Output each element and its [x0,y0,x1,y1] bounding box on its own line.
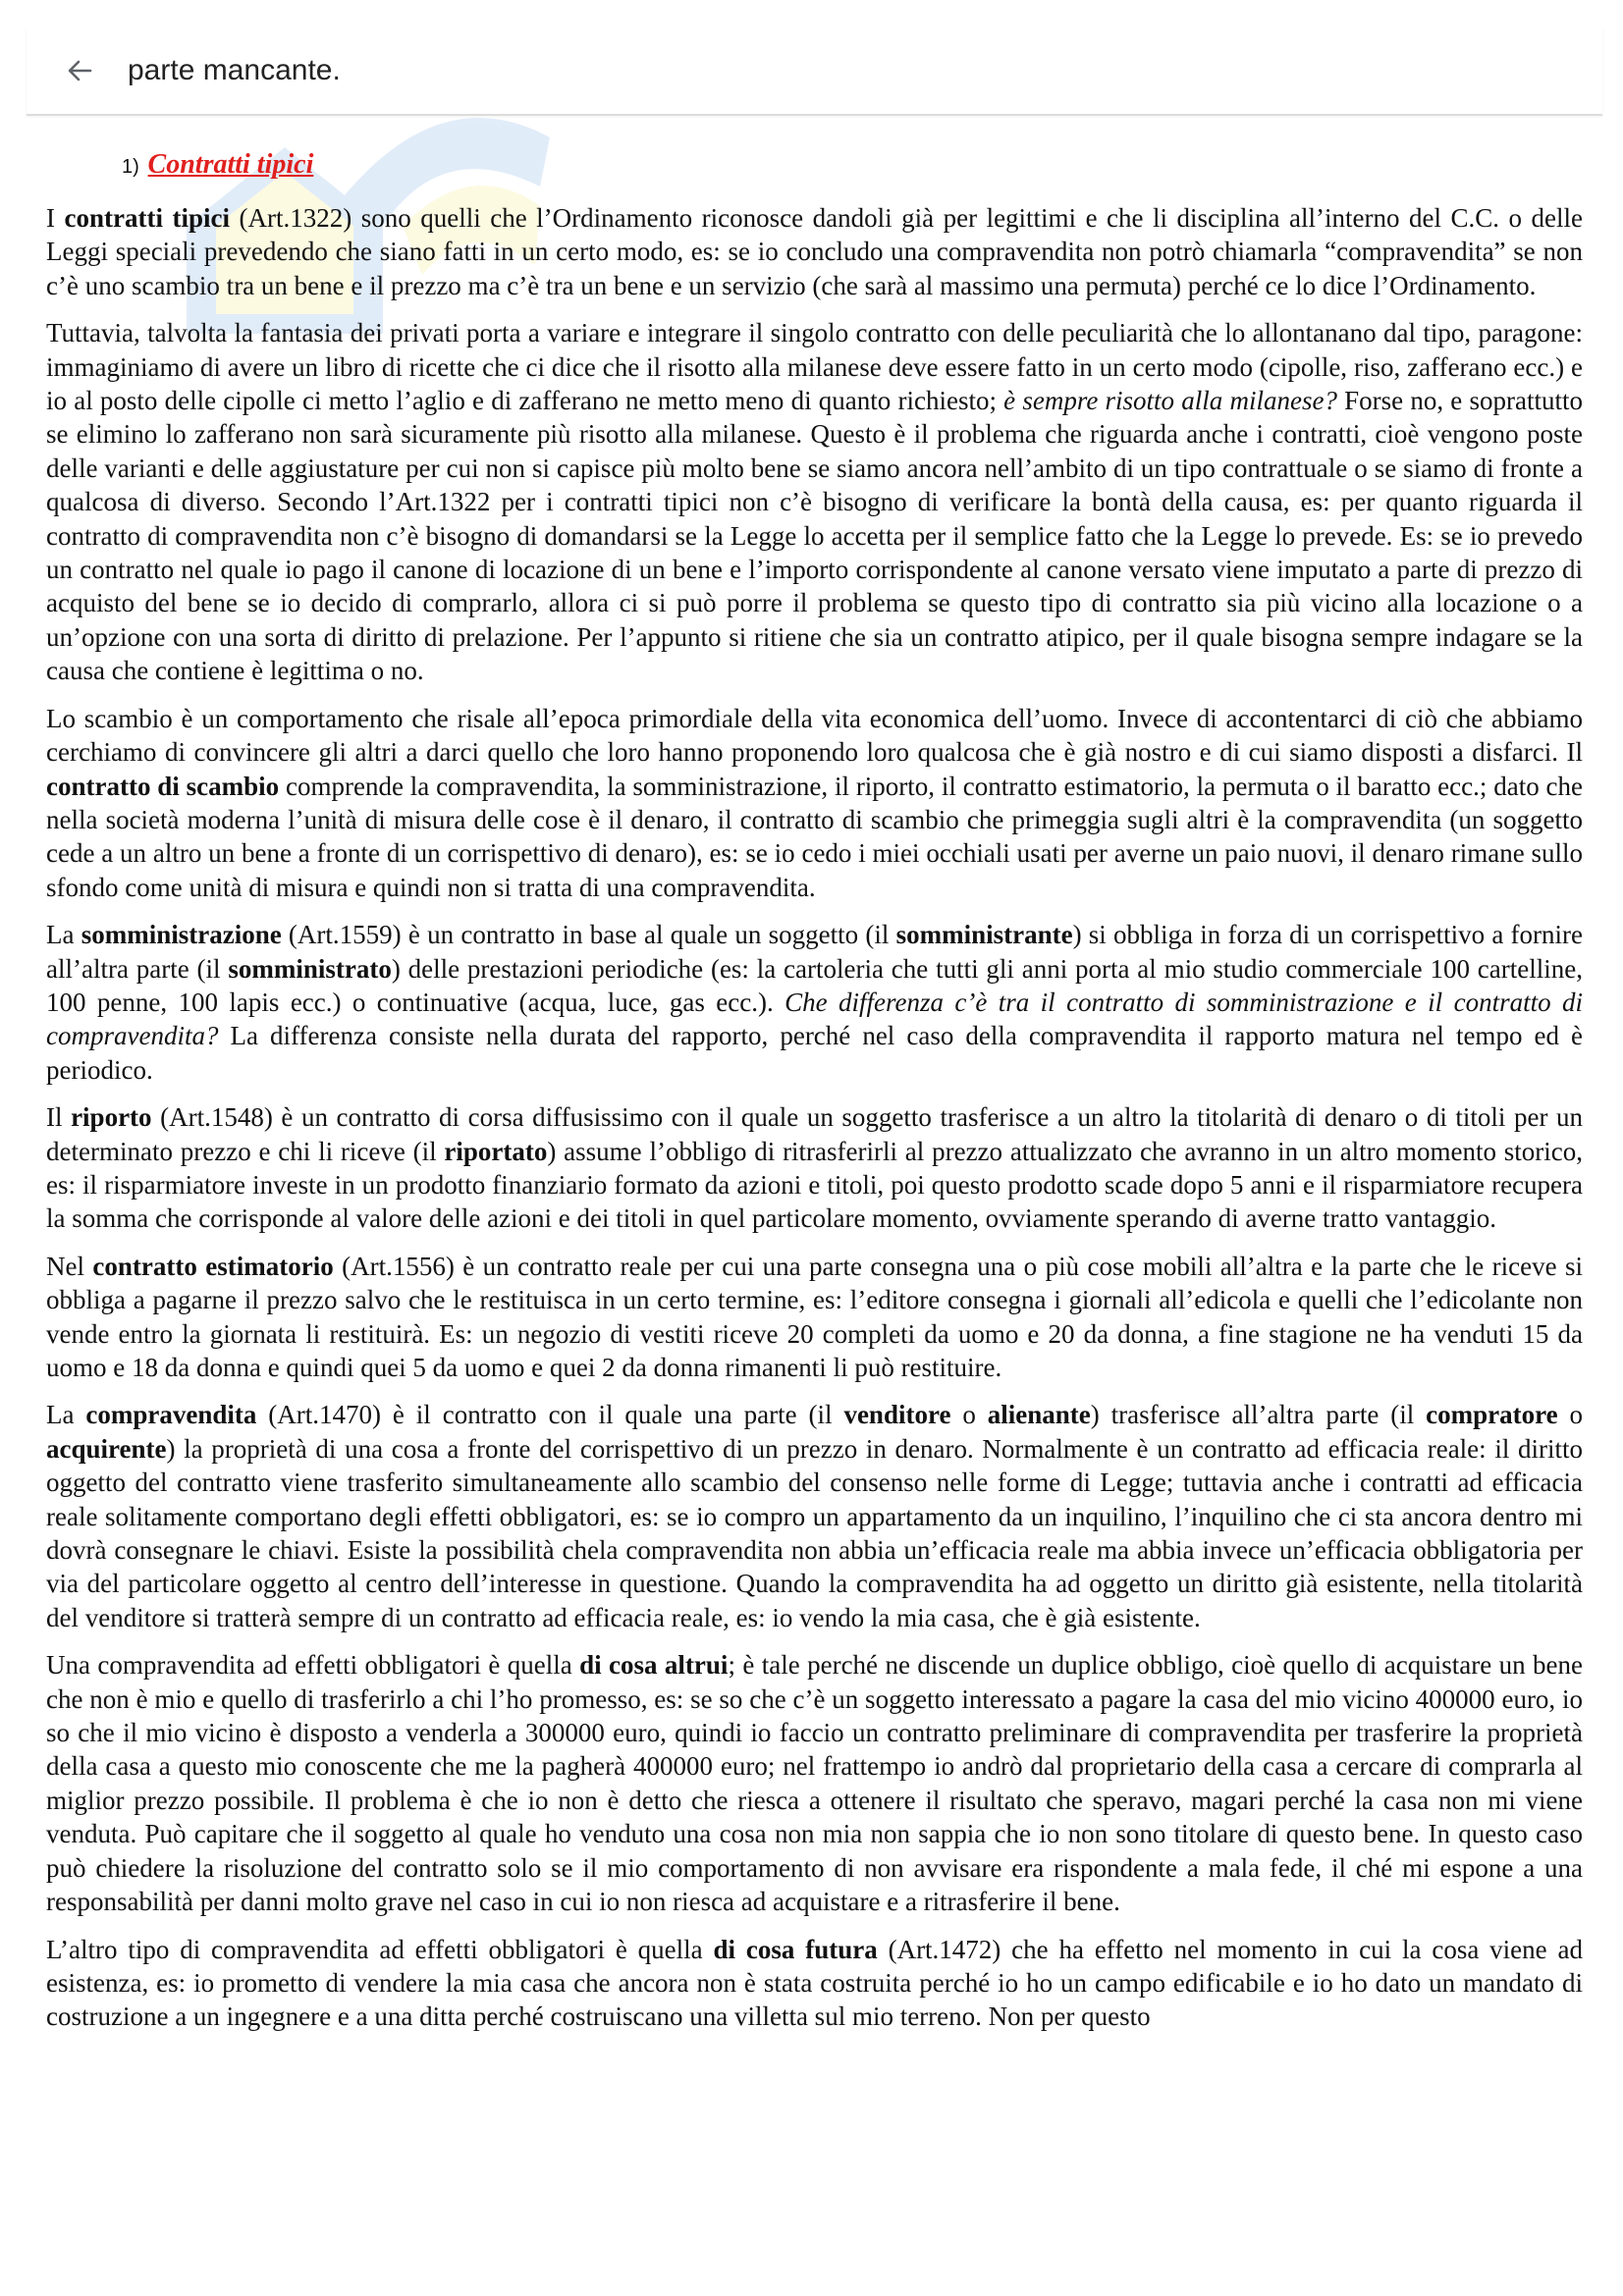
bold-term: di cosa futura [713,1934,878,1964]
text-run: o [950,1400,988,1430]
page-title: parte mancante. [128,54,341,86]
bold-term: compravendita [85,1400,257,1430]
text-run: La differenza consiste nella durata del rapporto, perché nel caso della compravendita il rapporto matura nel tempo ed è periodico. [46,1021,1583,1085]
text-run: Una compravendita ad effetti obbligatori è quella [46,1650,580,1681]
text-run: L’altro tipo di compravendita ad effetti obbligatori è quella [46,1934,714,1964]
bold-term: acquirente [46,1433,167,1464]
text-run: ) delle prestazioni periodiche (es: la cartoleria che tutti gli anni porta al mio studio commerciale 100 cartelline, 100 penne, 100 lapis ecc.) o continuative (acqua, luce, gas ecc.). [46,953,1583,1017]
paragraph-list [46,201,1583,2034]
back-button[interactable] [56,47,103,94]
section-title: Contratti tipici [147,149,314,180]
bold-term: somministrazione [81,920,282,950]
text-run: (Art.1556) è un contratto reale per cui una parte consegna una o più cose mobili all’altra e la parte che le riceve si obbliga a pagarne il prezzo salvo che le restituisca in un certo termine, es: l’editore consegna i giornali all’edicola e quelli che l’edicolante non vende entro la giornata li restituirà. Es: un negozio di vestiti riceve 20 completi da uomo e 20 da donna, a fine stagione ne ha venduti 15 da uomo e 18 da donna e quindi quei 5 da uomo e quei 2 da donna rimanenti li può restituire. [46,1251,1583,1382]
text-run: Nel [46,1251,93,1281]
text-run: Forse no, e soprattutto se elimino lo zafferano non sarà sicuramente più risotto alla milanese. Questo è il problema che riguarda anche i contratti, cioè vengono poste delle varianti e delle aggiustature per cui non si capisce più molto bene se siamo ancora nell’ambito di un tipo contrattuale o se siamo di fronte a qualcosa di diverso. Secondo l’Art.1322 per i contratti tipici non c’è bisogno di verificare la bontà della causa, es: per quanto riguarda il contratto di compravendita non c’è bisogno di domandarsi se la Legge lo accetta per il semplice fatto che la Legge lo prevede. Es: se io prevedo un contratto nel quale io pago il canone di locazione di un bene e l’importo corrispondente al canone versato viene imputato a parte di prezzo di acquisto del bene se io decido di comprarlo, allora ci si può porre il problema se questo tipo di contratto sia più vicino alla locazione o a un’opzione con una sorta di diritto di prelazione. Per l’appunto si ritiene che sia un contratto atipico, per il quale bisogna sempre indagare se la causa che contiene è legittima o no. [46,386,1583,686]
text-run: comprende la compravendita, la somministrazione, il riporto, il contratto estimatorio, la permuta o il baratto ecc.; dato che nella società moderna l’unità di misura delle cose è il denaro, il contratto di scambio che primeggia sugli altri è la compravendita (un soggetto cede a un altro un bene a fronte di un corrispettivo di denaro), es: se io cedo i miei occhiali usati per averne un paio nuovi, il denaro rimane sullo sfondo come unità di misura e quindi non si tratta di una compravendita. [46,771,1583,902]
bold-term: riporto [71,1102,152,1133]
bold-term: di cosa altrui [579,1650,729,1681]
text-run: Il [46,1102,72,1133]
paragraph [46,918,1583,1087]
paragraph [46,1250,1583,1385]
paragraph [46,1398,1583,1634]
bold-term: compratore [1426,1400,1558,1430]
section-number: 1) [122,156,139,178]
bold-term: venditore [843,1400,951,1430]
bold-term: somministrante [895,920,1073,950]
paragraph [46,702,1583,904]
text-run: ) trasferisce all’altra parte (il [1090,1400,1427,1430]
paragraph [46,1648,1583,1918]
text-run: I [46,203,65,233]
paragraph [46,201,1583,302]
text-run: ; è tale perché ne discende un duplice obbligo, cioè quello di acquistare un bene che non è mio e quello di trasferirlo a chi l’ho promesso, es: se so che c’è un soggetto interessato a pagare la casa del mio vicino 400000 euro, io so che il mio vicino è disposto a venderla a 300000 euro, quindi io faccio un contratto preliminare di compravendita per trasferire la proprietà della casa a questo mio conoscente che me la pagherà 400000 euro; nel frattempo io andrò dal proprietario della casa a cercare di comprarla al miglior prezzo possibile. Il problema è che io non è detto che riesca a ottenere il risultato che speravo, magari perché la casa non mi viene venduta. Può capitare che il soggetto al quale ho venduto una cosa non mia non sappia che io non sono titolare di questo bene. In questo caso può chiedere la risoluzione del contratto solo se il mio comportamento di non avvisare era rispondente a mala fede, il ché mi espone a una responsabilità per danni molto grave nel caso in cui io non riesca ad acquistare e a ritrasferire il bene. [46,1650,1583,1917]
text-run: Tuttavia, talvolta la fantasia dei privati porta a variare e integrare il singolo contratto con delle peculiarità che lo allontanano dal tipo, paragone: immaginiamo di avere un libro di ricette che ci dice che il risotto alla milanese deve essere fatto in un certo modo (cipolle, riso, zafferano ecc.) e io al posto delle cipolle ci metto l’aglio e di zafferano ne metto meno di quanto richiesto; [46,318,1583,416]
bold-term: contratti tipici [64,203,230,233]
text-run: La [46,920,81,950]
arrow-left-icon [64,55,95,86]
italic-question: è sempre risotto alla milanese? [1003,386,1337,416]
paragraph [46,1933,1583,2034]
italic-question: Che differenza c’è tra il contratto di somministrazione e il contratto di compravendita? [46,987,1583,1051]
text-run: (Art.1470) è il contratto con il quale una parte (il [256,1400,844,1430]
bold-term: alienante [987,1400,1091,1430]
bold-term: somministrato [228,953,392,984]
bold-term: contratto di scambio [46,771,280,801]
text-run: ) la proprietà di una cosa a fronte del corrispettivo di un prezzo in denaro. Normalmente è un contratto ad efficacia reale: il diritto oggetto del contratto viene trasferito simultaneamente allo scambio del consenso nelle forme di Legge; tuttavia anche i contratti ad efficacia reale solitamente comportano degli effetti obbligatori, es: se io compro un appartamento da un inquilino, l’inquilino che ci sta ancora dentro mi dovrà consegnare le chiavi. Esiste la possibilità chela compravendita non abbia un’efficacia reale ma abbia invece un’efficacia obbligatoria per via del particolare oggetto al centro dell’interesse in questione. Quando la compravendita ha ad oggetto un diritto già esistente, nella titolarità del venditore si tratterà sempre di un contratto ad efficacia reale, es: io vendo la mia casa, che è già esistente. [46,1433,1583,1632]
text-run: (Art.1322) sono quelli che l’Ordinamento riconosce dandoli già per legittimi e che li disciplina all’interno del C.C. o delle Leggi speciali prevedendo che siano fatti in un certo modo, es: se io concludo una compravendita non potrò chiamarla “compravendita” se non c’è uno scambio tra un bene e il prezzo ma c’è tra un bene e un servizio (che sarà al massimo una permuta) perché ce lo dice l’Ordinamento. [46,203,1583,300]
text-run: (Art.1472) che ha effetto nel momento in cui la cosa viene ad esistenza, es: io prometto di vendere la mia casa che ancora non è stata costruita perché io ho un campo edificabile e io ho dato un mandato di costruzione a un ingegnere e a una ditta perché costruiscano una villetta sul mio terreno. Non per questo [46,1934,1583,2032]
app-top-bar [27,27,1602,116]
bold-term: riportato [444,1136,548,1166]
section-heading [46,145,1583,186]
document-body [46,145,1583,2048]
bold-term: contratto estimatorio [92,1251,334,1281]
text-run: Lo scambio è un comportamento che risale all’epoca primordiale della vita economica dell’uomo. Invece di accontentarci di ciò che abbiamo cerchiamo di convincere gli altri a darci quello che loro hanno proponendo loro qualcosa che è già nostro e di cui siamo disposti a disfarci. Il [46,703,1583,768]
text-run: o [1557,1400,1584,1430]
paragraph [46,1100,1583,1236]
text-run: La [46,1400,86,1430]
text-run: (Art.1559) è un contratto in base al quale un soggetto (il [281,920,896,950]
text-run: ) assume l’obbligo di ritrasferirli al prezzo attualizzato che avranno in un altro momento storico, es: il risparmiatore investe in un prodotto finanziario formato da azioni e titoli, poi questo prodotto scade dopo 5 anni e il risparmiatore recupera la somma che corrisponde al valore delle azioni e dei titoli in quel particolare momento, ovviamente sperando di averne tratto vantaggio. [46,1136,1583,1234]
text-run: (Art.1548) è un contratto di corsa diffusissimo con il quale un soggetto trasferisce a un altro la titolarità di denaro o di titoli per un determinato prezzo e chi li riceve (il [46,1102,1583,1166]
paragraph [46,316,1583,687]
text-run: ) si obbliga in forza di un corrispettivo a fornire all’altra parte (il [46,920,1583,984]
